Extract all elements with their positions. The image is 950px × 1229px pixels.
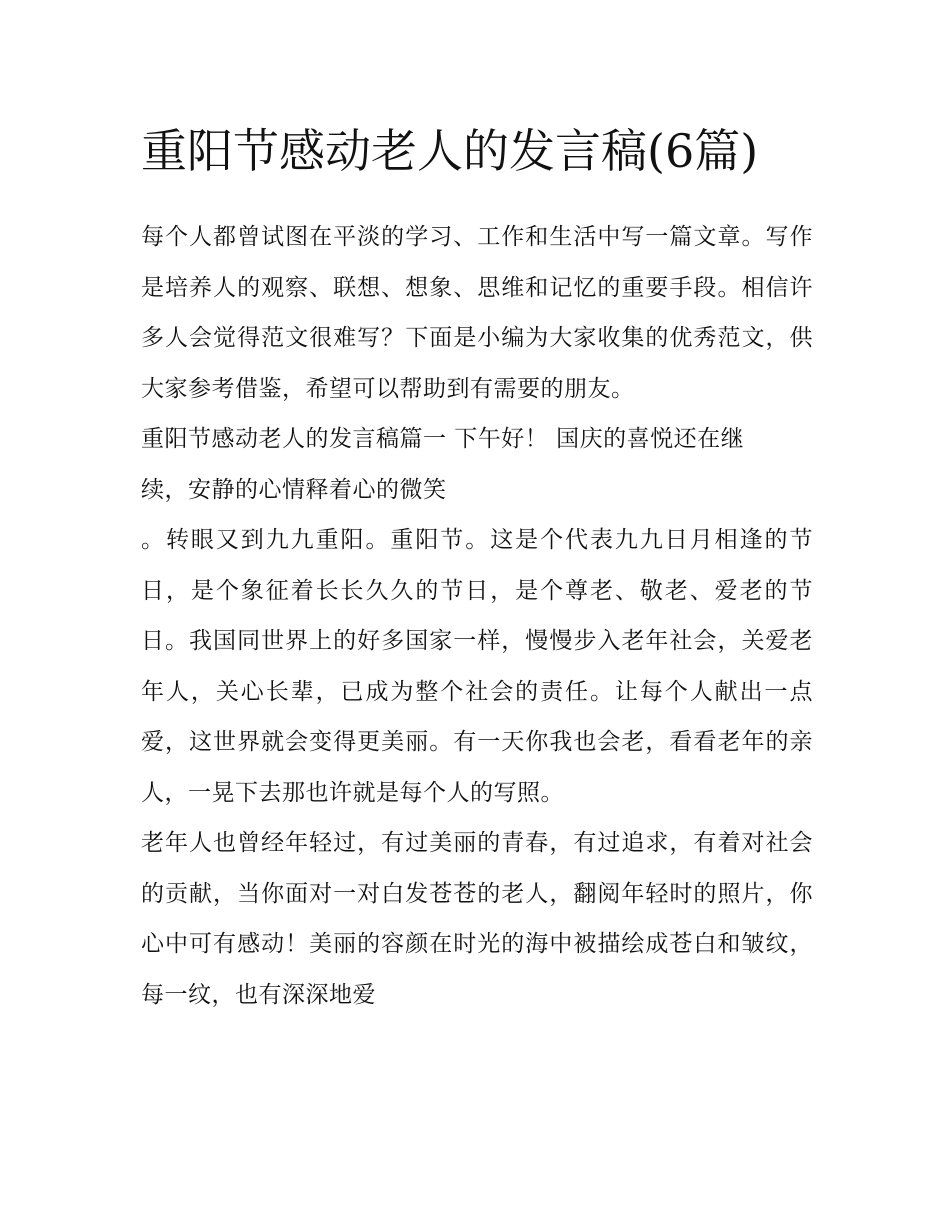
paragraph-intro: 每个人都曾试图在平淡的学习、工作和生活中写一篇文章。写作是培养人的观察、联想、想象、思维和记忆的重要手段。相信许多人会觉得范文很难写？下面是小编为大家收集的优秀范文，供大家参考借鉴，希望可以帮助到有需要的朋友。 (141, 224, 813, 402)
document-page (141, 112, 813, 1020)
paragraph-double-ninth: 。转眼又到九九重阳。重阳节。这是个代表九九日月相逢的节日，是个象征着长长久久的节日，是个尊老、敬老、爱老的节日。我国同世界上的好多国家一样，慢慢步入老年社会，关爱老年人，关心长辈，已成为整个社会的责任。让每个人献出一点爱，这世界就会变得更美丽。有一天你我也会老，看看老年的亲人，一晃下去那也许就是每个人的写照。 (141, 527, 813, 806)
document-title: 重阳节感动老人的发言稿(6篇) (141, 124, 759, 178)
paragraph-elderly-youth: 老年人也曾经年轻过，有过美丽的青春，有过追求，有着对社会的贡献，当你面对一对白发苍苍的老人，翻阅年轻时的照片，你心中可有感动！美丽的容颜在时光的海中被描绘成苍白和皱纹，每一纹，也有深深地爱 (141, 830, 813, 1008)
paragraph-speech-opening: 重阳节感动老人的发言稿篇一 下午好！ 国庆的喜悦还在继续，安静的心情释着心的微笑 (141, 426, 745, 503)
